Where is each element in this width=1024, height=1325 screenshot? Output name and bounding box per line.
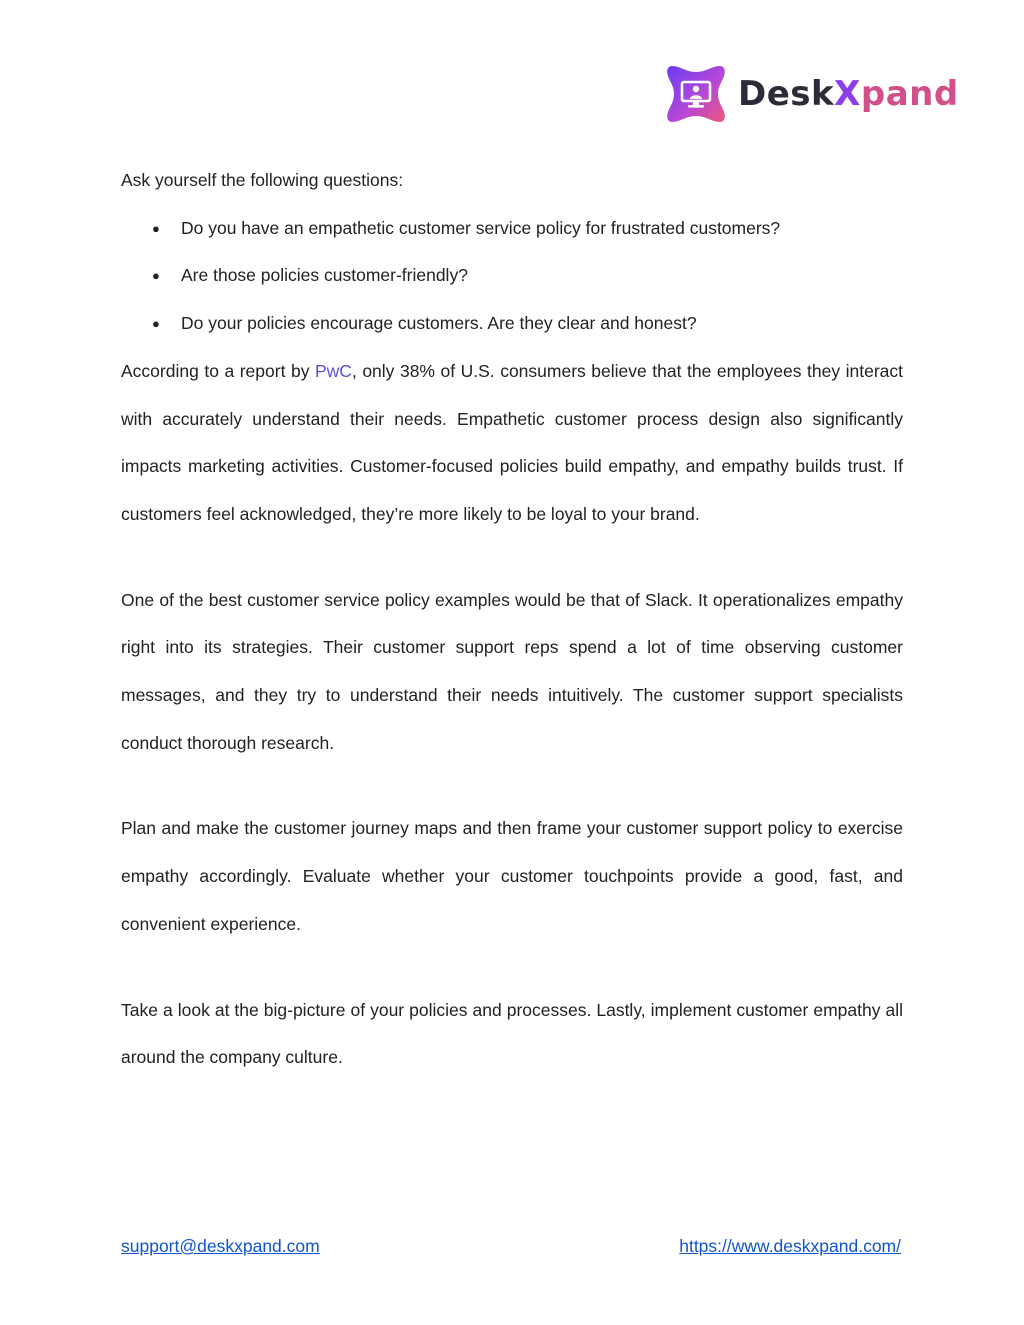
support-email-link[interactable]: support@deskxpand.com (121, 1236, 320, 1256)
page-footer (121, 1236, 901, 1257)
bullet-icon: ● (152, 316, 160, 332)
list-item (121, 205, 903, 253)
list-item (121, 300, 903, 348)
brand-name-pand: pand (860, 74, 959, 114)
brand-name-x: X (834, 74, 861, 114)
list-item-text: Are those policies customer-friendly? (181, 265, 468, 286)
list-item (121, 252, 903, 300)
paragraph-slack-example: One of the best customer service policy examples would be that of Slack. It operationalizes empathy right into its strategies. Their customer support reps spend a lot of time observing customer messages, and they try to understand their needs intuitively. The customer support specialists conduct thorough research. (121, 589, 903, 753)
monitor-person-icon (664, 62, 728, 126)
bullet-icon: ● (152, 268, 160, 284)
paragraph-text: , only 38% of U.S. consumers believe that the employees they interact with accurately understand their needs. Empathetic customer process design also significantly impacts marketing activities. Customer-focused policies build empathy, and empathy builds trust. If customers feel acknowledged, they’re more likely to be loyal to your brand. (121, 360, 903, 524)
paragraph-pwc-report (121, 348, 903, 539)
brand-logo (664, 60, 959, 128)
intro-text: Ask yourself the following questions: (121, 170, 404, 190)
paragraph-big-picture: Take a look at the big-picture of your policies and processes. Lastly, implement customer empathy all around the company culture. (121, 999, 903, 1068)
brand-name (738, 74, 959, 114)
paragraph-text: According to a report by (121, 360, 315, 381)
paragraph-journey-maps: Plan and make the customer journey maps and then frame your customer support policy to exercise empathy accordingly. Evaluate whether your customer touchpoints provide a good, fast, and convenient experience. (121, 818, 903, 934)
website-link[interactable]: https://www.deskxpand.com/ (679, 1236, 901, 1256)
bullet-icon: ● (152, 220, 160, 236)
question-list (121, 205, 903, 348)
list-item-text: Do your policies encourage customers. Are they clear and honest? (181, 313, 697, 334)
brand-name-desk: Desk (738, 74, 835, 114)
list-item-text: Do you have an empathetic customer service policy for frustrated customers? (181, 217, 781, 238)
document-body (121, 157, 903, 1082)
pwc-link[interactable]: PwC (314, 360, 352, 381)
